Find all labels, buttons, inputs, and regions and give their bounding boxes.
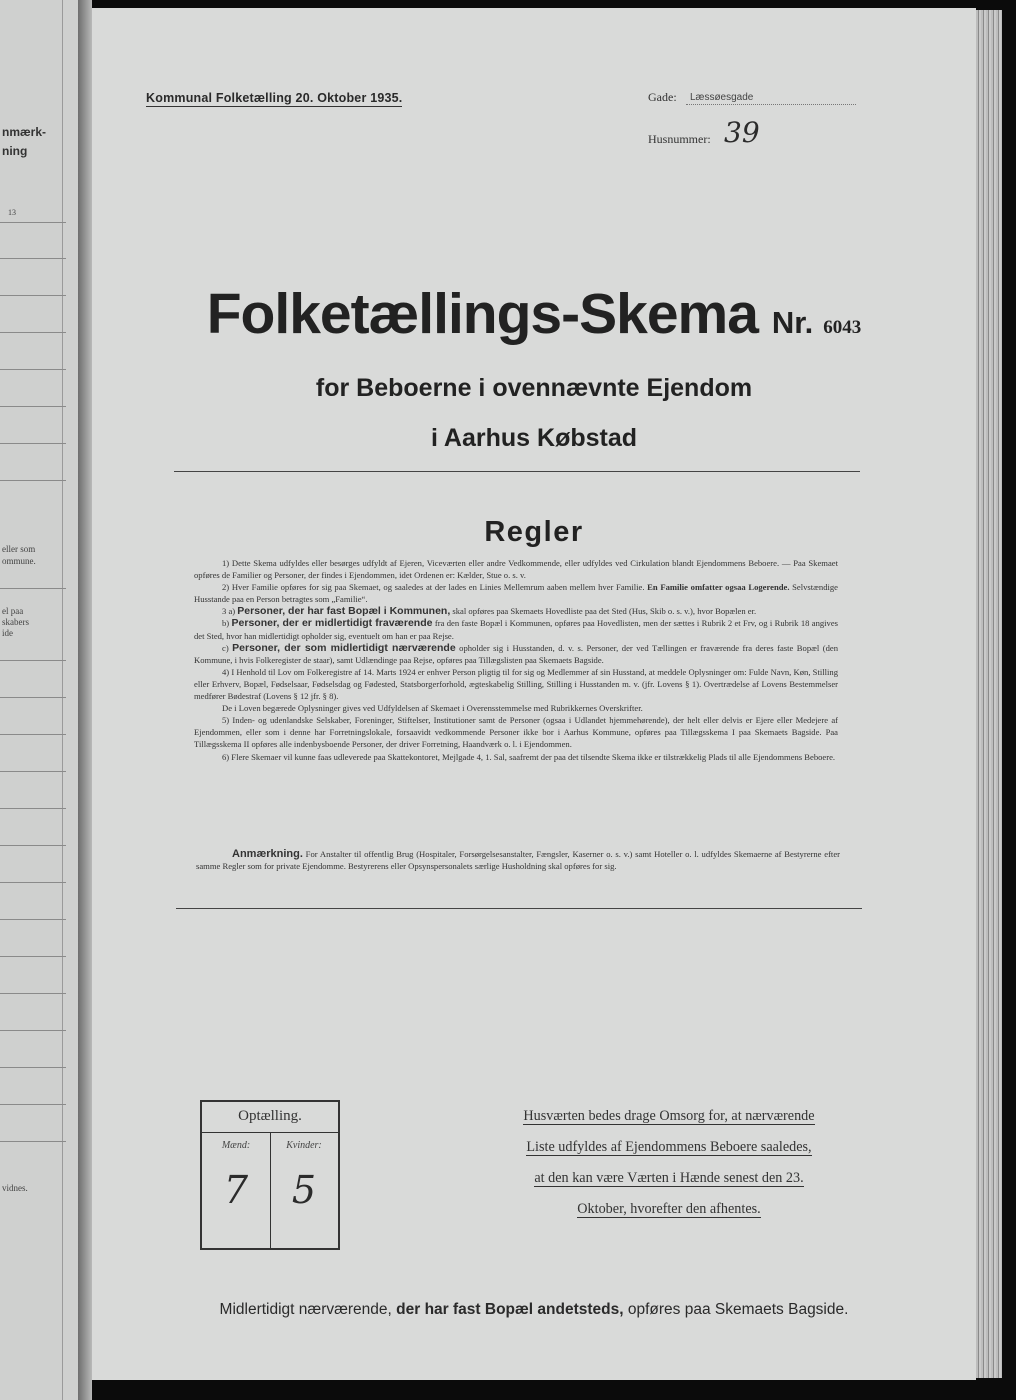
left-rule: [0, 1030, 66, 1031]
form-title: [92, 281, 976, 347]
women-count: 5: [291, 1168, 317, 1212]
rule-6: 6) Flere Skemaer vil kunne faas udleverede paa Skattekontoret, Mejlgade 4, 1. Sal, saafremt der paa det tilsendte Skema ikke er tilstrækkelig Plads til alle Ejendommens Beboere.: [222, 751, 836, 762]
left-snip: ide: [2, 628, 13, 638]
left-snip: ommune.: [2, 556, 36, 566]
left-rule: [0, 258, 66, 259]
left-rule: [0, 734, 66, 735]
book-gutter: [78, 0, 92, 1400]
census-form-page: [92, 8, 976, 1380]
left-rule: [0, 222, 66, 223]
rules-text: [194, 557, 838, 763]
street-value: Læssøesgade: [690, 92, 754, 103]
page-edges: [976, 10, 1002, 1378]
subtitle-line-1: for Beboerne i ovennævnte Ejendom: [315, 374, 753, 402]
house-number-field: [720, 116, 780, 148]
left-snip: eller som: [2, 544, 36, 554]
footer-note: [92, 1301, 976, 1319]
notice-line: Liste udfyldes af Ejendommens Beboere saaledes,: [526, 1139, 812, 1155]
left-rule: [0, 771, 66, 772]
left-rule: [0, 660, 66, 661]
count-box-title: Optælling.: [238, 1108, 302, 1124]
left-rule: [0, 993, 66, 994]
rules-heading: Regler: [484, 516, 584, 548]
count-box: [200, 1100, 340, 1250]
title-main: Folketællings-Skema: [206, 282, 758, 346]
left-rule: [0, 808, 66, 809]
left-snip: el paa: [2, 606, 24, 616]
left-rule: [0, 697, 66, 698]
left-rule: [0, 443, 66, 444]
rule-4b: De i Loven begærede Oplysninger gives ved Udfyldelsen af Skemaet i Overensstemmelse med Rubrikkernes Overskrifter.: [222, 703, 643, 714]
left-rule: [0, 956, 66, 957]
rule-3c: c) Personer, der som midlertidigt nærværende opholder sig i Husstanden, d. v. s. Personer, der ved Tællingen er fraværende fra deres faste Bopæl (den Kommune, i hvis Folkeregister de staar), samt Udlændinge paa Rejse, opføres paa Tillægslisten paa Skemaets Bagside.: [194, 641, 838, 665]
left-rule: [0, 295, 66, 296]
left-rule: [0, 919, 66, 920]
left-rule: [0, 1067, 66, 1068]
left-rule: [0, 406, 66, 407]
street-label: Gade:: [648, 90, 677, 104]
annotation-label: Anmærkning.: [232, 848, 303, 860]
left-rule: [0, 1141, 66, 1142]
divider-bottom: [176, 908, 862, 909]
left-rule: [0, 882, 66, 883]
left-heading-line-2: ning: [2, 144, 28, 158]
footer-pre: Midlertidigt nærværende,: [219, 1301, 392, 1318]
left-rule: [0, 369, 66, 370]
annotation-text: For Anstalter til offentlig Brug (Hospitaler, Forsørgelsesanstalter, Fængsler, Kaserner o. s. v.) samt Hoteller o. l. udfyldes Skemaerne af Bestyrerne efter samme Regler som for private Ejendomme. Bestyrerens eller Opsynspersonalets særlige Husholdning skal opføres for sig.: [196, 849, 840, 872]
women-label: Kvinder:: [286, 1140, 322, 1151]
landlord-notice: [496, 1106, 842, 1230]
divider-top: [174, 471, 860, 472]
house-number-value: 39: [724, 116, 760, 149]
left-snip: skabers: [2, 617, 29, 627]
form-number: 6043: [823, 317, 862, 338]
footer-bold: der har fast Bopæl andetsteds,: [396, 1301, 624, 1318]
left-page-fragment: [0, 0, 78, 1400]
notice-line: Oktober, hvorefter den afhentes.: [577, 1201, 761, 1217]
left-rule: [0, 845, 66, 846]
rule-4: 4) I Henhold til Lov om Folkeregistre af 14. Marts 1924 er enhver Person pligtig til for sig og Medlemmer af sin Husstand, at meddele Oplysninger om: Fulde Navn, Køn, Stilling eller Erhverv, Bopæl, Fødselsaar, Fødselsdag og Fødested, Statsborgerforhold, ægteskabelig Stilling, Stilling i Husstanden m. v. (jfr. Lovens § 1). Overtrædelse af Lovens Bestemmelser medfører Bødestraf (Lovens § 12 jfr. § 8).: [194, 666, 838, 702]
rule-1: 1) Dette Skema udfyldes eller besørges udfyldt af Ejeren, Viceværten eller andre Vedkommende, eller udfyldes ved Cirkulation blandt Ejendommens Beboere. — Paa Skemaet opføres de Familier og Personer, der findes i Ejendommen, idet Ordenen er: Kælder, Stue o. s. v.: [194, 558, 838, 581]
left-rule: [0, 1104, 66, 1105]
notice-line: Husværten bedes drage Omsorg for, at nærværende: [523, 1108, 815, 1124]
left-heading-line-1: nmærk-: [2, 125, 47, 139]
left-page-margin-line: [62, 0, 63, 1400]
notice-line: at den kan være Værten i Hænde senest den 23.: [534, 1170, 804, 1186]
footer-post: opføres paa Skemaets Bagside.: [627, 1301, 849, 1318]
rule-3b: b) Personer, der er midlertidigt fraværende fra den faste Bopæl i Kommunen, opføres paa Hovedlisten, men der sættes i Rubrik 2 et Frv, og i Rubrik 18 angives det Sted, hvor han midlertidigt opholder sig, eventuelt om han er paa Rejse.: [194, 617, 839, 641]
title-nr-label: Nr.: [771, 305, 814, 340]
street-field: [686, 86, 856, 105]
rule-2: 2) Hver Familie opføres for sig paa Skemaet, og saaledes at der lades en Linies Mellemrum aaben mellem hver Familie. En Familie omfatter ogsaa Logerende. Selvstændige Husstande paa en Person betragtes som „Familie“.: [194, 582, 838, 605]
left-rule: [0, 588, 66, 589]
left-col-num: 13: [8, 208, 16, 217]
left-snip: vidnes.: [2, 1183, 28, 1193]
census-header: Kommunal Folketælling 20. Oktober 1935.: [146, 91, 403, 105]
rule-3a: 3 a) Personer, der har fast Bopæl i Kommunen, skal opføres paa Skemaets Hovedliste paa det Sted (Hus, Skib o. s. v.), hvor Bopælen er.: [222, 605, 757, 618]
left-rule: [0, 480, 66, 481]
annotation-note: [196, 848, 840, 872]
men-count: 7: [223, 1168, 249, 1212]
left-rule: [0, 332, 66, 333]
rule-5: 5) Inden- og udenlandske Selskaber, Foreninger, Stiftelser, Institutioner samt de Personer (ogsaa i Udlandet hjemmehørende), der helt eller delvis er Ejere eller Medejere af Ejendommen, eller som i denne har Forretningslokale, forsaavidt vedkommende Personer ikke bor i Aarhus Kommune, opføres paa Tillægsskema I paa Skemaets Bagside. Paa Tillægsskema II opføres alle indenbysboende Personer, der driver Forretning, Haandværk o. l. i Ejendommen.: [194, 715, 838, 750]
subtitle-line-2: i Aarhus Købstad: [430, 424, 638, 452]
house-number-label: Husnummer:: [648, 132, 711, 146]
men-label: Mænd:: [221, 1140, 251, 1151]
